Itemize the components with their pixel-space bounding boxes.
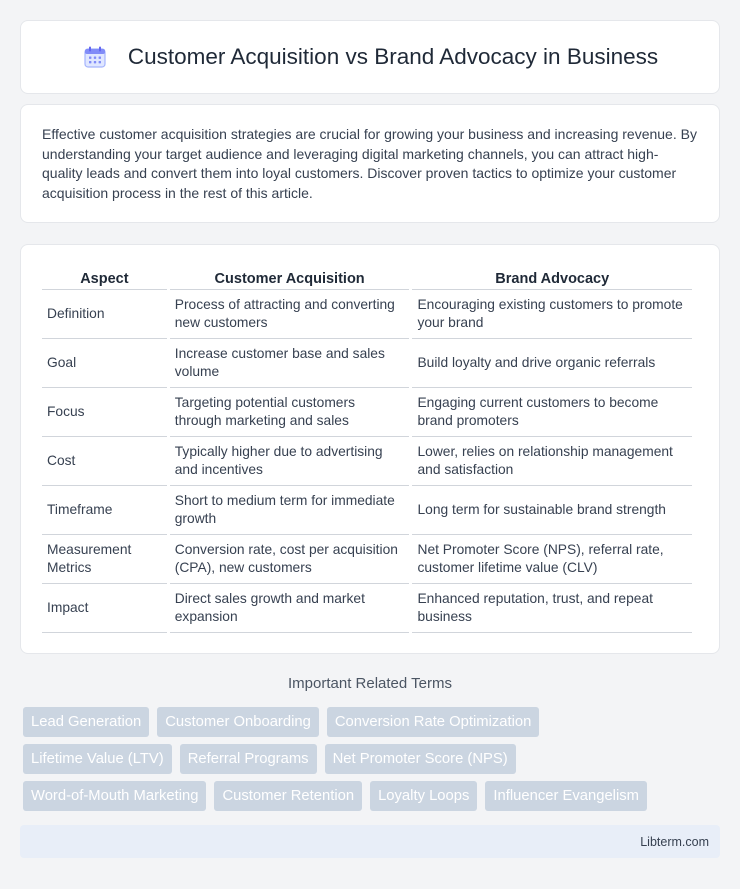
footer [20, 825, 720, 858]
page-title: Customer Acquisition vs Brand Advocacy in Business [127, 44, 659, 69]
table-cell: Engaging current customers to become brand promoters [412, 388, 692, 437]
header-customer-acquisition: Customer Acquisition [170, 265, 410, 290]
intro-text: Effective customer acquisition strategies are crucial for growing your business and increasing revenue. By understanding your target audience and leveraging digital marketing channels, you can attract high-quality leads and convert them into loyal customers. Discover proven tactics to optimize your customer acquisition process in the rest of this article. [42, 126, 697, 201]
tag-customer-retention[interactable]: Customer Retention [214, 781, 362, 811]
table-cell: Typically higher due to advertising and incentives [170, 437, 410, 486]
table-cell: Targeting potential customers through marketing and sales [170, 388, 410, 437]
tag-lead-generation[interactable]: Lead Generation [23, 707, 149, 737]
tag-referral-programs[interactable]: Referral Programs [180, 744, 317, 774]
comparison-table [39, 265, 695, 633]
tag-word-of-mouth-marketing[interactable]: Word-of-Mouth Marketing [23, 781, 206, 811]
header-brand-advocacy: Brand Advocacy [412, 265, 692, 290]
table-cell: Direct sales growth and market expansion [170, 584, 410, 633]
table-row [42, 339, 692, 388]
table-row [42, 486, 692, 535]
tag-loyalty-loops[interactable]: Loyalty Loops [370, 781, 477, 811]
table-row [42, 437, 692, 486]
tag-row [23, 744, 723, 774]
table-cell: Enhanced reputation, trust, and repeat business [412, 584, 692, 633]
table-cell: Conversion rate, cost per acquisition (CPA), new customers [170, 535, 410, 584]
table-cell: Build loyalty and drive organic referrals [412, 339, 692, 388]
title-card [20, 20, 720, 94]
table-cell: Short to medium term for immediate growth [170, 486, 410, 535]
table-cell: Long term for sustainable brand strength [412, 486, 692, 535]
table-row [42, 290, 692, 339]
related-terms-title: Important Related Terms [288, 675, 452, 692]
table-cell: Process of attracting and converting new customers [170, 290, 410, 339]
calendar-icon [82, 44, 108, 70]
table-cell-aspect: Impact [42, 584, 167, 633]
table-cell-aspect: Timeframe [42, 486, 167, 535]
tag-conversion-rate-optimization[interactable]: Conversion Rate Optimization [327, 707, 540, 737]
tag-customer-onboarding[interactable]: Customer Onboarding [157, 707, 319, 737]
table-cell: Lower, relies on relationship management and satisfaction [412, 437, 692, 486]
comparison-table-card [20, 244, 720, 654]
tag-row [23, 781, 723, 811]
tag-influencer-evangelism[interactable]: Influencer Evangelism [485, 781, 647, 811]
table-cell: Net Promoter Score (NPS), referral rate, customer lifetime value (CLV) [412, 535, 692, 584]
header-aspect: Aspect [42, 265, 167, 290]
table-cell-aspect: Definition [42, 290, 167, 339]
table-row [42, 535, 692, 584]
tag-lifetime-value[interactable]: Lifetime Value (LTV) [23, 744, 172, 774]
table-row [42, 584, 692, 633]
table-cell-aspect: Measurement Metrics [42, 535, 167, 584]
related-terms-tags [23, 707, 723, 818]
table-cell: Encouraging existing customers to promote your brand [412, 290, 692, 339]
table-cell-aspect: Cost [42, 437, 167, 486]
tag-row [23, 707, 723, 737]
footer-site-link[interactable]: Libterm.com [640, 834, 709, 849]
table-row [42, 388, 692, 437]
tag-net-promoter-score[interactable]: Net Promoter Score (NPS) [325, 744, 516, 774]
table-cell: Increase customer base and sales volume [170, 339, 410, 388]
table-cell-aspect: Focus [42, 388, 167, 437]
table-header-row [42, 265, 692, 290]
table-cell-aspect: Goal [42, 339, 167, 388]
intro-card [20, 104, 720, 223]
